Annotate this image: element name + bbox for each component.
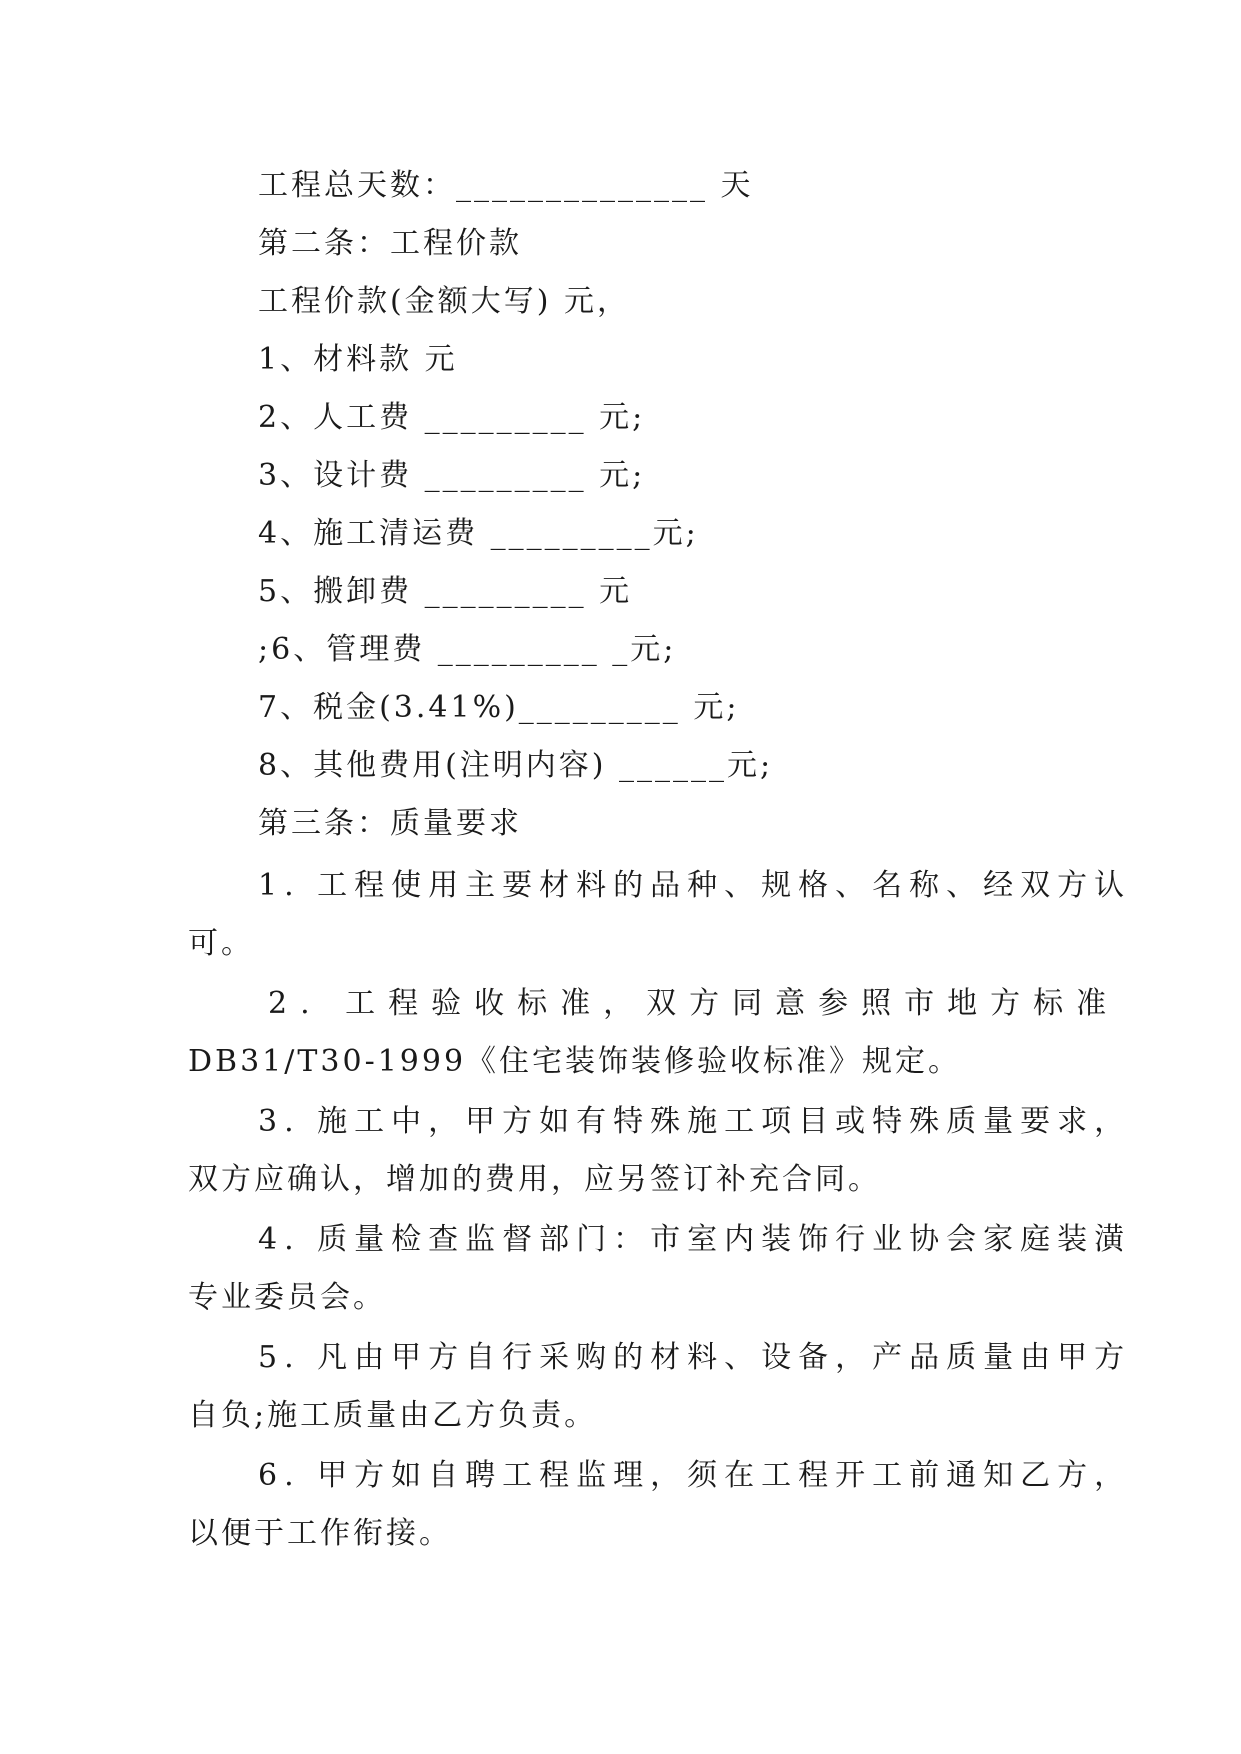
cleanup-fee-line: 4、施工清运费 _________元;	[258, 516, 699, 551]
material-cost-line: 1、材料款 元	[258, 342, 458, 377]
quality-item-3-line-1: 3. 施工中，甲方如有特殊施工项目或特殊质量要求，	[258, 1104, 1132, 1139]
article-3-heading: 第三条：质量要求	[258, 806, 522, 841]
total-days-line: 工程总天数：______________ 天	[258, 168, 754, 203]
quality-item-1-line-2: 可。	[188, 926, 254, 961]
handling-fee-line: 5、搬卸费 _________ 元	[258, 574, 633, 609]
quality-item-6-line-2: 以便于工作衔接。	[188, 1516, 452, 1551]
project-price-line: 工程价款(金额大写) 元，	[258, 284, 630, 319]
labor-cost-line: 2、人工费 _________ 元;	[258, 400, 646, 435]
quality-item-3-line-2: 双方应确认，增加的费用，应另签订补充合同。	[188, 1162, 881, 1197]
quality-item-2-line-2: DB31/T30-1999《住宅装饰装修验收标准》规定。	[188, 1044, 962, 1079]
quality-item-6-line-1: 6. 甲方如自聘工程监理，须在工程开工前通知乙方，	[258, 1458, 1132, 1493]
article-2-heading: 第二条：工程价款	[258, 226, 522, 261]
quality-item-4-line-2: 专业委员会。	[188, 1280, 386, 1315]
quality-item-5-line-2: 自负;施工质量由乙方负责。	[188, 1398, 598, 1433]
design-fee-line: 3、设计费 _________ 元;	[258, 458, 646, 493]
quality-item-2-line-1: 2. 工程验收标准，双方同意参照市地方标准	[268, 986, 1120, 1021]
tax-line: 7、税金(3.41%)_________ 元;	[258, 690, 740, 725]
quality-item-5-line-1: 5. 凡由甲方自行采购的材料、设备，产品质量由甲方	[258, 1340, 1132, 1375]
management-fee-line: ;6、管理费 _________ _元;	[258, 632, 677, 667]
other-fees-line: 8、其他费用(注明内容) ______元;	[258, 748, 774, 783]
quality-item-1-line-1: 1. 工程使用主要材料的品种、规格、名称、经双方认	[258, 868, 1132, 903]
quality-item-4-line-1: 4. 质量检查监督部门：市室内装饰行业协会家庭装潢	[258, 1222, 1132, 1257]
